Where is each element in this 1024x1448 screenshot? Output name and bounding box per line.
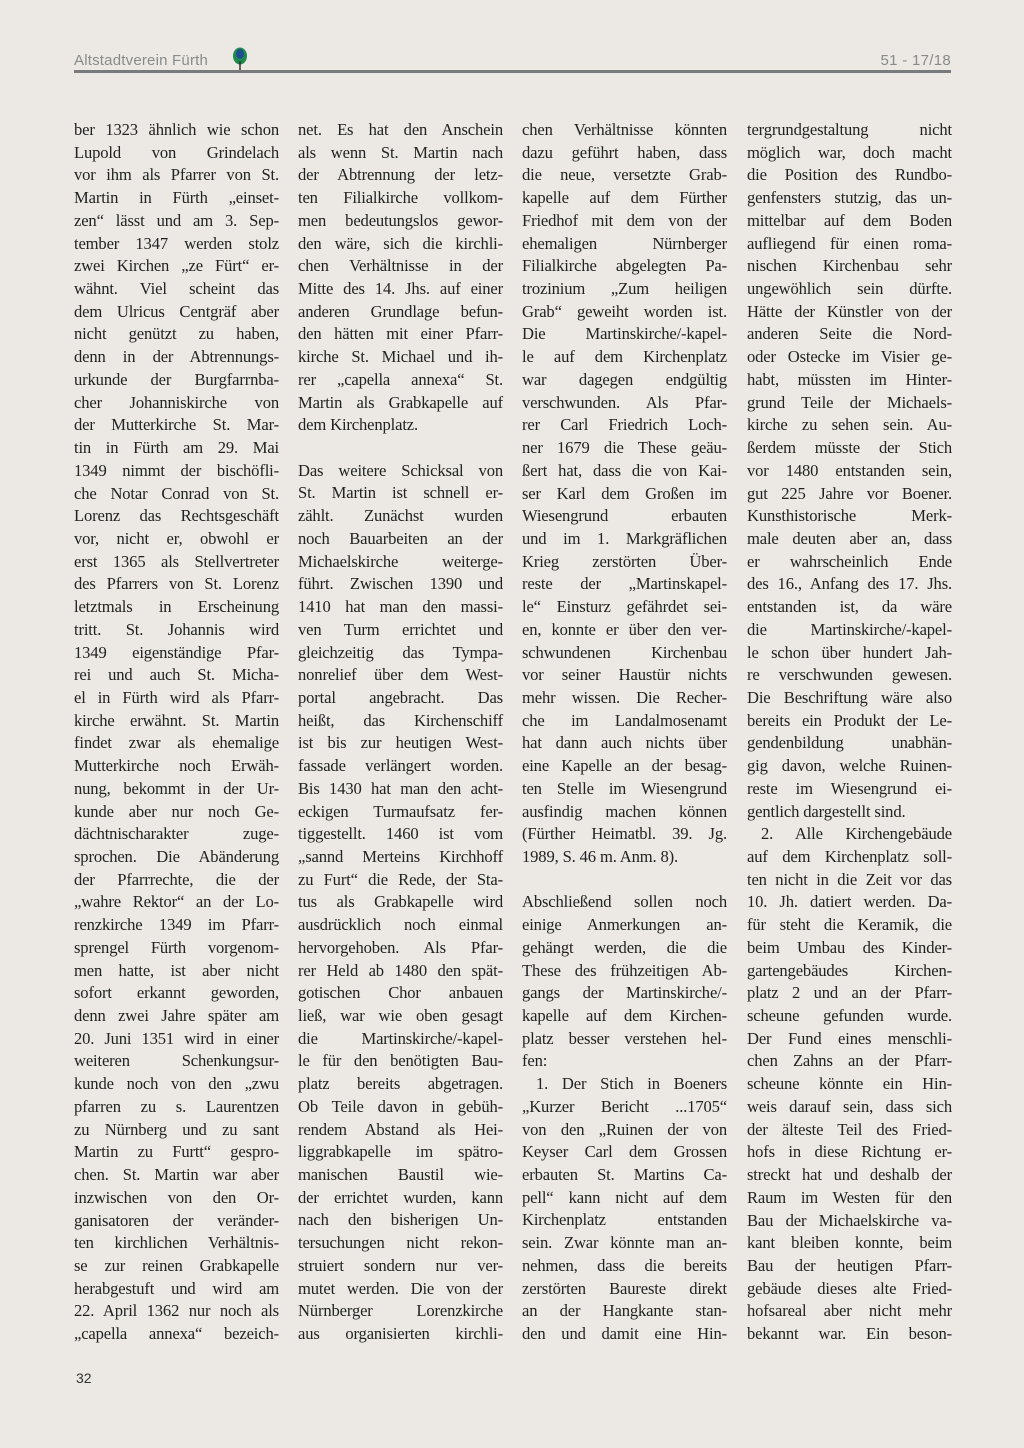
text-line: Abschließend sollen noch bbox=[522, 892, 727, 912]
text-line: auf dem Kirchenplatz soll- bbox=[747, 847, 952, 866]
text-line: platz 2 und an der Pfarr- bbox=[747, 983, 952, 1003]
text-line: als wenn St. Martin nach bbox=[298, 142, 503, 162]
text-line: grund Teile der Michaels- bbox=[747, 392, 952, 412]
text-line: chen Verhältnisse in der bbox=[298, 256, 503, 276]
text-line: sein. Zwar könnte man an- bbox=[522, 1233, 727, 1253]
text-line: platz bereits abgetragen. bbox=[298, 1074, 503, 1094]
text-line: gleichzeitig das Tympa- bbox=[298, 642, 503, 662]
text-line: entstanden ist, da wäre bbox=[747, 597, 952, 617]
text-line: ten kirchlichen Verhältnis- bbox=[74, 1233, 279, 1253]
text-line: fassade verlängert worden. bbox=[298, 756, 503, 776]
text-line: kirche erwähnt. St. Martin bbox=[74, 710, 279, 730]
text-line: men hatte, ist aber nicht bbox=[74, 960, 279, 980]
text-line: nung, bekommt in der Ur- bbox=[74, 778, 279, 798]
text-line: St. Martin ist schnell er- bbox=[298, 483, 503, 503]
text-line: sprochen. Die Abänderung bbox=[74, 847, 279, 866]
text-line: einige Anmerkungen an- bbox=[522, 915, 727, 935]
text-line: des Pfarrers von St. Lorenz bbox=[74, 574, 279, 594]
text-line: bereits ein Produkt der Le- bbox=[747, 710, 952, 730]
text-line: che im Landalmosenamt bbox=[522, 710, 727, 730]
text-line: eine Kapelle an der besag- bbox=[522, 756, 727, 776]
text-line: genfensters stutzig, das un- bbox=[747, 188, 952, 208]
text-line: Kirchenplatz entstanden bbox=[522, 1210, 727, 1230]
text-line: ist bis zur heutigen West- bbox=[298, 733, 503, 753]
text-line: Raum im Westen für den bbox=[747, 1187, 952, 1207]
text-line: erbauten St. Martins Ca- bbox=[522, 1165, 727, 1185]
text-line: ausfindig machen können bbox=[522, 801, 727, 821]
text-line: von den „Ruinen der von bbox=[522, 1119, 727, 1139]
text-line: Kunsthistorische Merk- bbox=[747, 506, 952, 526]
text-line: „capella annexa“ bezeich- bbox=[74, 1324, 279, 1344]
text-line: Mitte des 14. Jhs. auf einer bbox=[298, 279, 503, 299]
text-line: kapelle auf dem Kirchen- bbox=[522, 1006, 727, 1025]
text-line: rer „capella annexa“ St. bbox=[298, 369, 503, 389]
text-line: „sannd Merteins Kirchhoff bbox=[298, 846, 503, 866]
text-line: die neue, versetzte Grab- bbox=[522, 165, 727, 185]
text-line: „Kurzer Bericht ...1705“ bbox=[522, 1096, 727, 1116]
text-line: er wahrscheinlich Ende bbox=[747, 551, 952, 571]
text-line: nicht genützt zu haben, bbox=[74, 324, 279, 344]
text-line: chen. St. Martin war aber bbox=[74, 1165, 279, 1185]
paragraph bbox=[74, 119, 279, 1346]
text-line: urkunde der Burgfarrnba- bbox=[74, 369, 279, 389]
text-line: hofs in diese Richtung er- bbox=[747, 1142, 952, 1162]
text-line: anderen Seite die Nord- bbox=[747, 324, 952, 344]
text-line: Die Beschriftung wäre also bbox=[747, 687, 952, 707]
page-number: 32 bbox=[76, 1370, 92, 1386]
text-line: nach den bisherigen Un- bbox=[298, 1210, 503, 1230]
text-line: Mutterkirche noch Erwäh- bbox=[74, 756, 279, 776]
text-line: le auf dem Kirchenplatz bbox=[522, 347, 727, 367]
text-line: Das weitere Schicksal von bbox=[298, 460, 503, 480]
paragraph bbox=[747, 823, 952, 1346]
text-line: dem Kirchenplatz. bbox=[298, 415, 419, 435]
text-line: 1989, S. 46 m. Anm. 8). bbox=[522, 847, 679, 866]
text-line: den und damit eine Hin- bbox=[522, 1324, 727, 1344]
text-line: nonrelief über dem West- bbox=[298, 665, 503, 685]
text-line: el in Fürth wird als Pfarr- bbox=[74, 687, 279, 707]
text-line: die Position des Rundbo- bbox=[747, 165, 952, 185]
text-line: ten Stelle im Wiesengrund bbox=[522, 778, 727, 798]
text-line: gartengebäudes Kirchen- bbox=[747, 960, 952, 980]
text-line: letztmals in Erscheinung bbox=[74, 597, 279, 617]
text-line: kunde noch von den „zwu bbox=[74, 1074, 279, 1094]
text-line: verschwunden. Als Pfar- bbox=[522, 392, 727, 412]
text-line: dazu geführt haben, dass bbox=[522, 142, 727, 162]
text-line: der Abtrennung der letz- bbox=[298, 165, 503, 185]
text-line: zählt. Zunächst wurden bbox=[298, 506, 503, 526]
header-title: Altstadtverein Fürth bbox=[74, 52, 209, 69]
text-line: vor seiner Haustür nichts bbox=[522, 665, 727, 685]
paragraph bbox=[747, 119, 952, 823]
text-line: der errichtet wurden, kann bbox=[298, 1187, 503, 1207]
text-line: vor ihm als Pfarrer von St. bbox=[74, 165, 279, 185]
text-line: ließ, war wie oben gesagt bbox=[298, 1006, 503, 1025]
text-line: ber 1323 ähnlich wie schon bbox=[74, 120, 279, 139]
text-line: herabgestuft und wird am bbox=[74, 1278, 279, 1298]
text-line: kant bleiben konnte, beim bbox=[747, 1233, 952, 1253]
text-line: an der Hangkante stan- bbox=[522, 1301, 727, 1321]
text-column-4 bbox=[747, 119, 952, 1346]
text-line: 22. April 1362 nur noch als bbox=[74, 1301, 279, 1321]
text-line: findet zwar als ehemalige bbox=[74, 733, 279, 753]
text-line: tiggestellt. 1460 ist vom bbox=[298, 824, 503, 844]
text-line: chen Zahns an der Pfarr- bbox=[747, 1051, 952, 1071]
text-line: zu Furt“ die Rede, der Sta- bbox=[298, 869, 503, 889]
text-line: ten Filialkirche vollkom- bbox=[298, 188, 503, 208]
text-line: pfarren zu s. Laurentzen bbox=[74, 1096, 279, 1116]
text-line: male deuten aber an, dass bbox=[747, 528, 952, 548]
text-line: Filialkirche abgelegten Pa- bbox=[522, 256, 727, 276]
text-line: Wiesengrund erbauten bbox=[522, 506, 727, 526]
text-line: der älteste Teil des Fried- bbox=[747, 1119, 952, 1139]
text-line: sofort erkannt geworden, bbox=[74, 983, 279, 1003]
paragraph bbox=[522, 1073, 727, 1346]
text-line: rei und auch St. Micha- bbox=[74, 665, 279, 685]
text-line: weis darauf sein, dass sich bbox=[747, 1096, 952, 1116]
text-line: tus als Grabkapelle wird bbox=[298, 892, 503, 912]
text-line: die Martinskirche/-kapel- bbox=[298, 1028, 503, 1048]
text-line: ehemaligen Nürnberger bbox=[522, 233, 727, 253]
text-line: und im 1. Markgräflichen bbox=[522, 528, 727, 548]
text-line: Lupold von Grindelach bbox=[74, 142, 279, 162]
text-line: gehängt werden, die die bbox=[522, 937, 727, 957]
text-line: rer Held ab 1480 den spät- bbox=[298, 960, 503, 980]
text-line: zwei Kirchen „ze Fürt“ er- bbox=[74, 256, 279, 276]
text-line: ven Turm errichtet und bbox=[298, 619, 503, 639]
text-line: (Fürther Heimatbl. 39. Jg. bbox=[522, 824, 727, 844]
text-line: inzwischen von den Or- bbox=[74, 1187, 279, 1207]
text-line: ganisatoren der veränder- bbox=[74, 1210, 279, 1230]
text-line: kunde aber nur noch Ge- bbox=[74, 801, 279, 821]
paragraph bbox=[298, 119, 503, 437]
text-line: sprengel Fürth vorgenom- bbox=[74, 937, 279, 957]
text-line: liggrabkapelle im spätro- bbox=[298, 1142, 503, 1162]
text-line: streckt hat und deshalb der bbox=[747, 1165, 952, 1185]
text-line: gangs der Martinskirche/- bbox=[522, 983, 727, 1003]
text-line: reste der „Martinskapel- bbox=[522, 574, 727, 594]
text-line: gut 225 Jahre vor Boener. bbox=[747, 483, 952, 503]
text-line: erst 1365 als Stellvertreter bbox=[74, 551, 279, 571]
text-line: für steht die Keramik, die bbox=[747, 915, 952, 935]
text-line: Lorenz das Rechtsgeschäft bbox=[74, 506, 279, 526]
text-line: 2. Alle Kirchengebäude bbox=[761, 824, 952, 844]
paragraph bbox=[522, 891, 727, 1073]
text-line: nehmen, dass die bereits bbox=[522, 1255, 727, 1275]
text-line: struiert sondern nur ver- bbox=[298, 1255, 503, 1275]
text-line: gotischen Chor anbauen bbox=[298, 983, 503, 1003]
text-line: manischen Baustil wie- bbox=[298, 1165, 503, 1185]
text-line: zen“ lässt und am 3. Sep- bbox=[74, 210, 279, 230]
text-line: noch Bauarbeiten an der bbox=[298, 528, 503, 548]
text-line: men bedeutungslos gewor- bbox=[298, 210, 503, 230]
text-line: ßerdem müsste der Stich bbox=[747, 438, 952, 458]
text-line: tersuchungen nicht rekon- bbox=[298, 1233, 503, 1253]
text-line: scheune gefunden wurde. bbox=[747, 1006, 952, 1026]
text-line: des 16., Anfang des 17. Jhs. bbox=[747, 574, 952, 594]
text-line: „wahre Rektor“ an der Lo- bbox=[74, 892, 279, 912]
text-line: le“ Einsturz gefährdet sei- bbox=[522, 597, 727, 617]
text-line: zerstörten Baureste direkt bbox=[522, 1278, 727, 1298]
text-line: Martin als Grabkapelle auf bbox=[298, 392, 503, 412]
text-line: anderen Grundlage befun- bbox=[298, 301, 503, 321]
text-line: hat dann auch nichts über bbox=[522, 733, 727, 753]
text-line: gentlich dargestellt sind. bbox=[747, 801, 906, 821]
text-line: hofsareal aber nicht mehr bbox=[747, 1301, 952, 1321]
text-line: se zur reinen Grabkapelle bbox=[74, 1255, 279, 1275]
text-line: schwundenen Kirchenbau bbox=[522, 642, 727, 662]
text-line: Die Martinskirche/-kapel- bbox=[522, 324, 727, 344]
text-line: tergrundgestaltung nicht bbox=[747, 120, 952, 139]
text-line: pell“ kann nicht auf dem bbox=[522, 1187, 727, 1207]
text-line: chen Verhältnisse könnten bbox=[522, 120, 727, 139]
text-line: Hätte der Künstler von der bbox=[747, 301, 952, 321]
text-line: Ob Teile davon in gebüh- bbox=[298, 1096, 503, 1116]
text-line: vor, nicht er, obwohl er bbox=[74, 528, 279, 548]
text-line: re verschwunden gewesen. bbox=[747, 665, 952, 685]
text-line: aufliegend für einen roma- bbox=[747, 233, 952, 253]
text-line: ser Karl dem Großen im bbox=[522, 483, 727, 503]
text-line: platz besser verstehen hel- bbox=[522, 1028, 727, 1048]
text-line: kapelle auf dem Fürther bbox=[522, 188, 727, 208]
text-line: Martin zu Furtt“ gespro- bbox=[74, 1142, 279, 1162]
text-line: mehr wissen. Die Recher- bbox=[522, 687, 727, 707]
text-line: rer Carl Friedrich Loch- bbox=[522, 415, 727, 435]
text-line: 1410 hat man den massi- bbox=[298, 597, 503, 617]
text-line: mutet werden. Die von der bbox=[298, 1278, 503, 1298]
text-line: ner 1679 die These geäu- bbox=[522, 438, 727, 458]
text-line: Bau der heutigen Pfarr- bbox=[747, 1255, 952, 1275]
text-line: 1349 eigenständige Pfar- bbox=[74, 642, 279, 662]
text-line: le für den benötigten Bau- bbox=[298, 1051, 503, 1071]
text-line: Bau der Michaelskirche va- bbox=[747, 1210, 952, 1230]
text-line: che Notar Conrad von St. bbox=[74, 483, 279, 503]
text-line: kirche zu sehen sein. Au- bbox=[747, 415, 952, 435]
text-line: tritt. St. Johannis wird bbox=[74, 619, 279, 639]
text-line: 1349 nimmt der bischöfli- bbox=[74, 460, 279, 480]
text-line: Nürnberger Lorenzkirche bbox=[298, 1301, 503, 1321]
text-line: reste im Wiesengrund ei- bbox=[747, 778, 952, 798]
text-line: war dagegen endgültig bbox=[522, 369, 727, 389]
text-line: tin in Fürth am 29. Mai bbox=[74, 438, 279, 458]
text-line: scheune könnte ein Hin- bbox=[747, 1074, 952, 1094]
text-line: oder Ostecke im Visier ge- bbox=[747, 347, 952, 367]
text-line: Friedhof mit dem von der bbox=[522, 210, 727, 230]
text-line: portal angebracht. Das bbox=[298, 687, 503, 707]
text-line: ausdrücklich noch einmal bbox=[298, 915, 503, 935]
text-line: wähnt. Viel scheint das bbox=[74, 279, 279, 299]
text-column-2 bbox=[298, 119, 503, 1346]
text-line: der Mutterkirche St. Mar- bbox=[74, 415, 279, 435]
text-line: mittelbar auf dem Boden bbox=[747, 210, 952, 230]
text-line: Der Fund eines menschli- bbox=[747, 1028, 952, 1048]
text-line: die Martinskirche/-kapel- bbox=[747, 619, 952, 639]
text-line: 10. Jh. datiert werden. Da- bbox=[747, 892, 952, 912]
text-line: Krieg zerstörten Über- bbox=[522, 551, 727, 571]
text-line: gig davon, welche Ruinen- bbox=[747, 756, 952, 776]
text-line: Michaelskirche weiterge- bbox=[298, 551, 503, 571]
paragraph bbox=[522, 119, 727, 869]
text-line: eckigen Turmaufsatz fer- bbox=[298, 801, 503, 821]
text-line: denn in der Abtrennungs- bbox=[74, 347, 279, 367]
text-line: ungewöhlich sein dürfte. bbox=[747, 279, 952, 299]
text-line: nischen Kirchenbau sehr bbox=[747, 256, 952, 276]
text-line: cher Johanniskirche von bbox=[74, 392, 279, 412]
text-line: aus organisierten kirchli- bbox=[298, 1324, 503, 1344]
text-line: denn zwei Jahre später am bbox=[74, 1006, 279, 1026]
text-line: trozinium „Zum heiligen bbox=[522, 279, 727, 299]
text-line: 1. Der Stich in Boeners bbox=[536, 1074, 727, 1094]
text-line: vor 1480 entstanden sein, bbox=[747, 460, 952, 480]
text-line: habt, müssten im Hinter- bbox=[747, 369, 952, 389]
text-line: weiteren Schenkungsur- bbox=[74, 1051, 279, 1071]
text-line: renzkirche 1349 im Pfarr- bbox=[74, 915, 279, 935]
header-issue: 51 - 17/18 bbox=[880, 52, 951, 69]
header-rule bbox=[74, 70, 951, 73]
text-line: dem Ulricus Centgräf aber bbox=[74, 301, 279, 321]
text-line: rendem Abstand als Hei- bbox=[298, 1119, 503, 1139]
text-column-3 bbox=[522, 119, 727, 1346]
text-line: Keyser Carl dem Grossen bbox=[522, 1142, 727, 1162]
text-line: dächtnischarakter zuge- bbox=[74, 824, 279, 844]
text-line: gebäude dieses alte Fried- bbox=[747, 1278, 952, 1298]
text-line: le schon über hundert Jah- bbox=[747, 642, 952, 662]
text-line: tember 1347 werden stolz bbox=[74, 233, 279, 253]
text-line: net. Es hat den Anschein bbox=[298, 120, 503, 139]
text-line: zu Nürnberg und zu sant bbox=[74, 1119, 279, 1139]
text-line: Grab“ geweiht worden ist. bbox=[522, 301, 727, 321]
text-line: fen: bbox=[522, 1051, 548, 1071]
text-line: den hätten mit einer Pfarr- bbox=[298, 324, 503, 344]
text-line: hervorgehoben. Als Pfar- bbox=[298, 937, 503, 957]
tree-logo-icon bbox=[231, 47, 249, 71]
text-line: heißt, das Kirchenschiff bbox=[298, 710, 503, 730]
text-line: Martin in Fürth „einset- bbox=[74, 188, 279, 208]
paragraph bbox=[298, 460, 503, 1346]
text-line: beim Umbau des Kinder- bbox=[747, 937, 952, 957]
text-line: führt. Zwischen 1390 und bbox=[298, 574, 503, 594]
text-line: 20. Juni 1351 wird in einer bbox=[74, 1028, 279, 1048]
text-line: Bis 1430 hat man den acht- bbox=[298, 778, 503, 798]
text-line: kirche St. Michael und ih- bbox=[298, 347, 503, 367]
text-line: den wäre, sich die kirchli- bbox=[298, 233, 503, 253]
text-line: ßert hat, dass die von Kai- bbox=[522, 460, 727, 480]
text-line: der Pfarrrechte, die der bbox=[74, 869, 279, 889]
text-line: möglich war, doch macht bbox=[747, 142, 952, 162]
text-line: en, konnte er über den ver- bbox=[522, 619, 727, 639]
text-line: gendenbildung unabhän- bbox=[747, 733, 952, 753]
text-line: ten nicht in die Zeit vor das bbox=[747, 869, 952, 889]
text-column-1 bbox=[74, 119, 279, 1346]
text-line: These des frühzeitigen Ab- bbox=[522, 960, 727, 980]
text-line: bekannt war. Ein beson- bbox=[747, 1324, 952, 1344]
